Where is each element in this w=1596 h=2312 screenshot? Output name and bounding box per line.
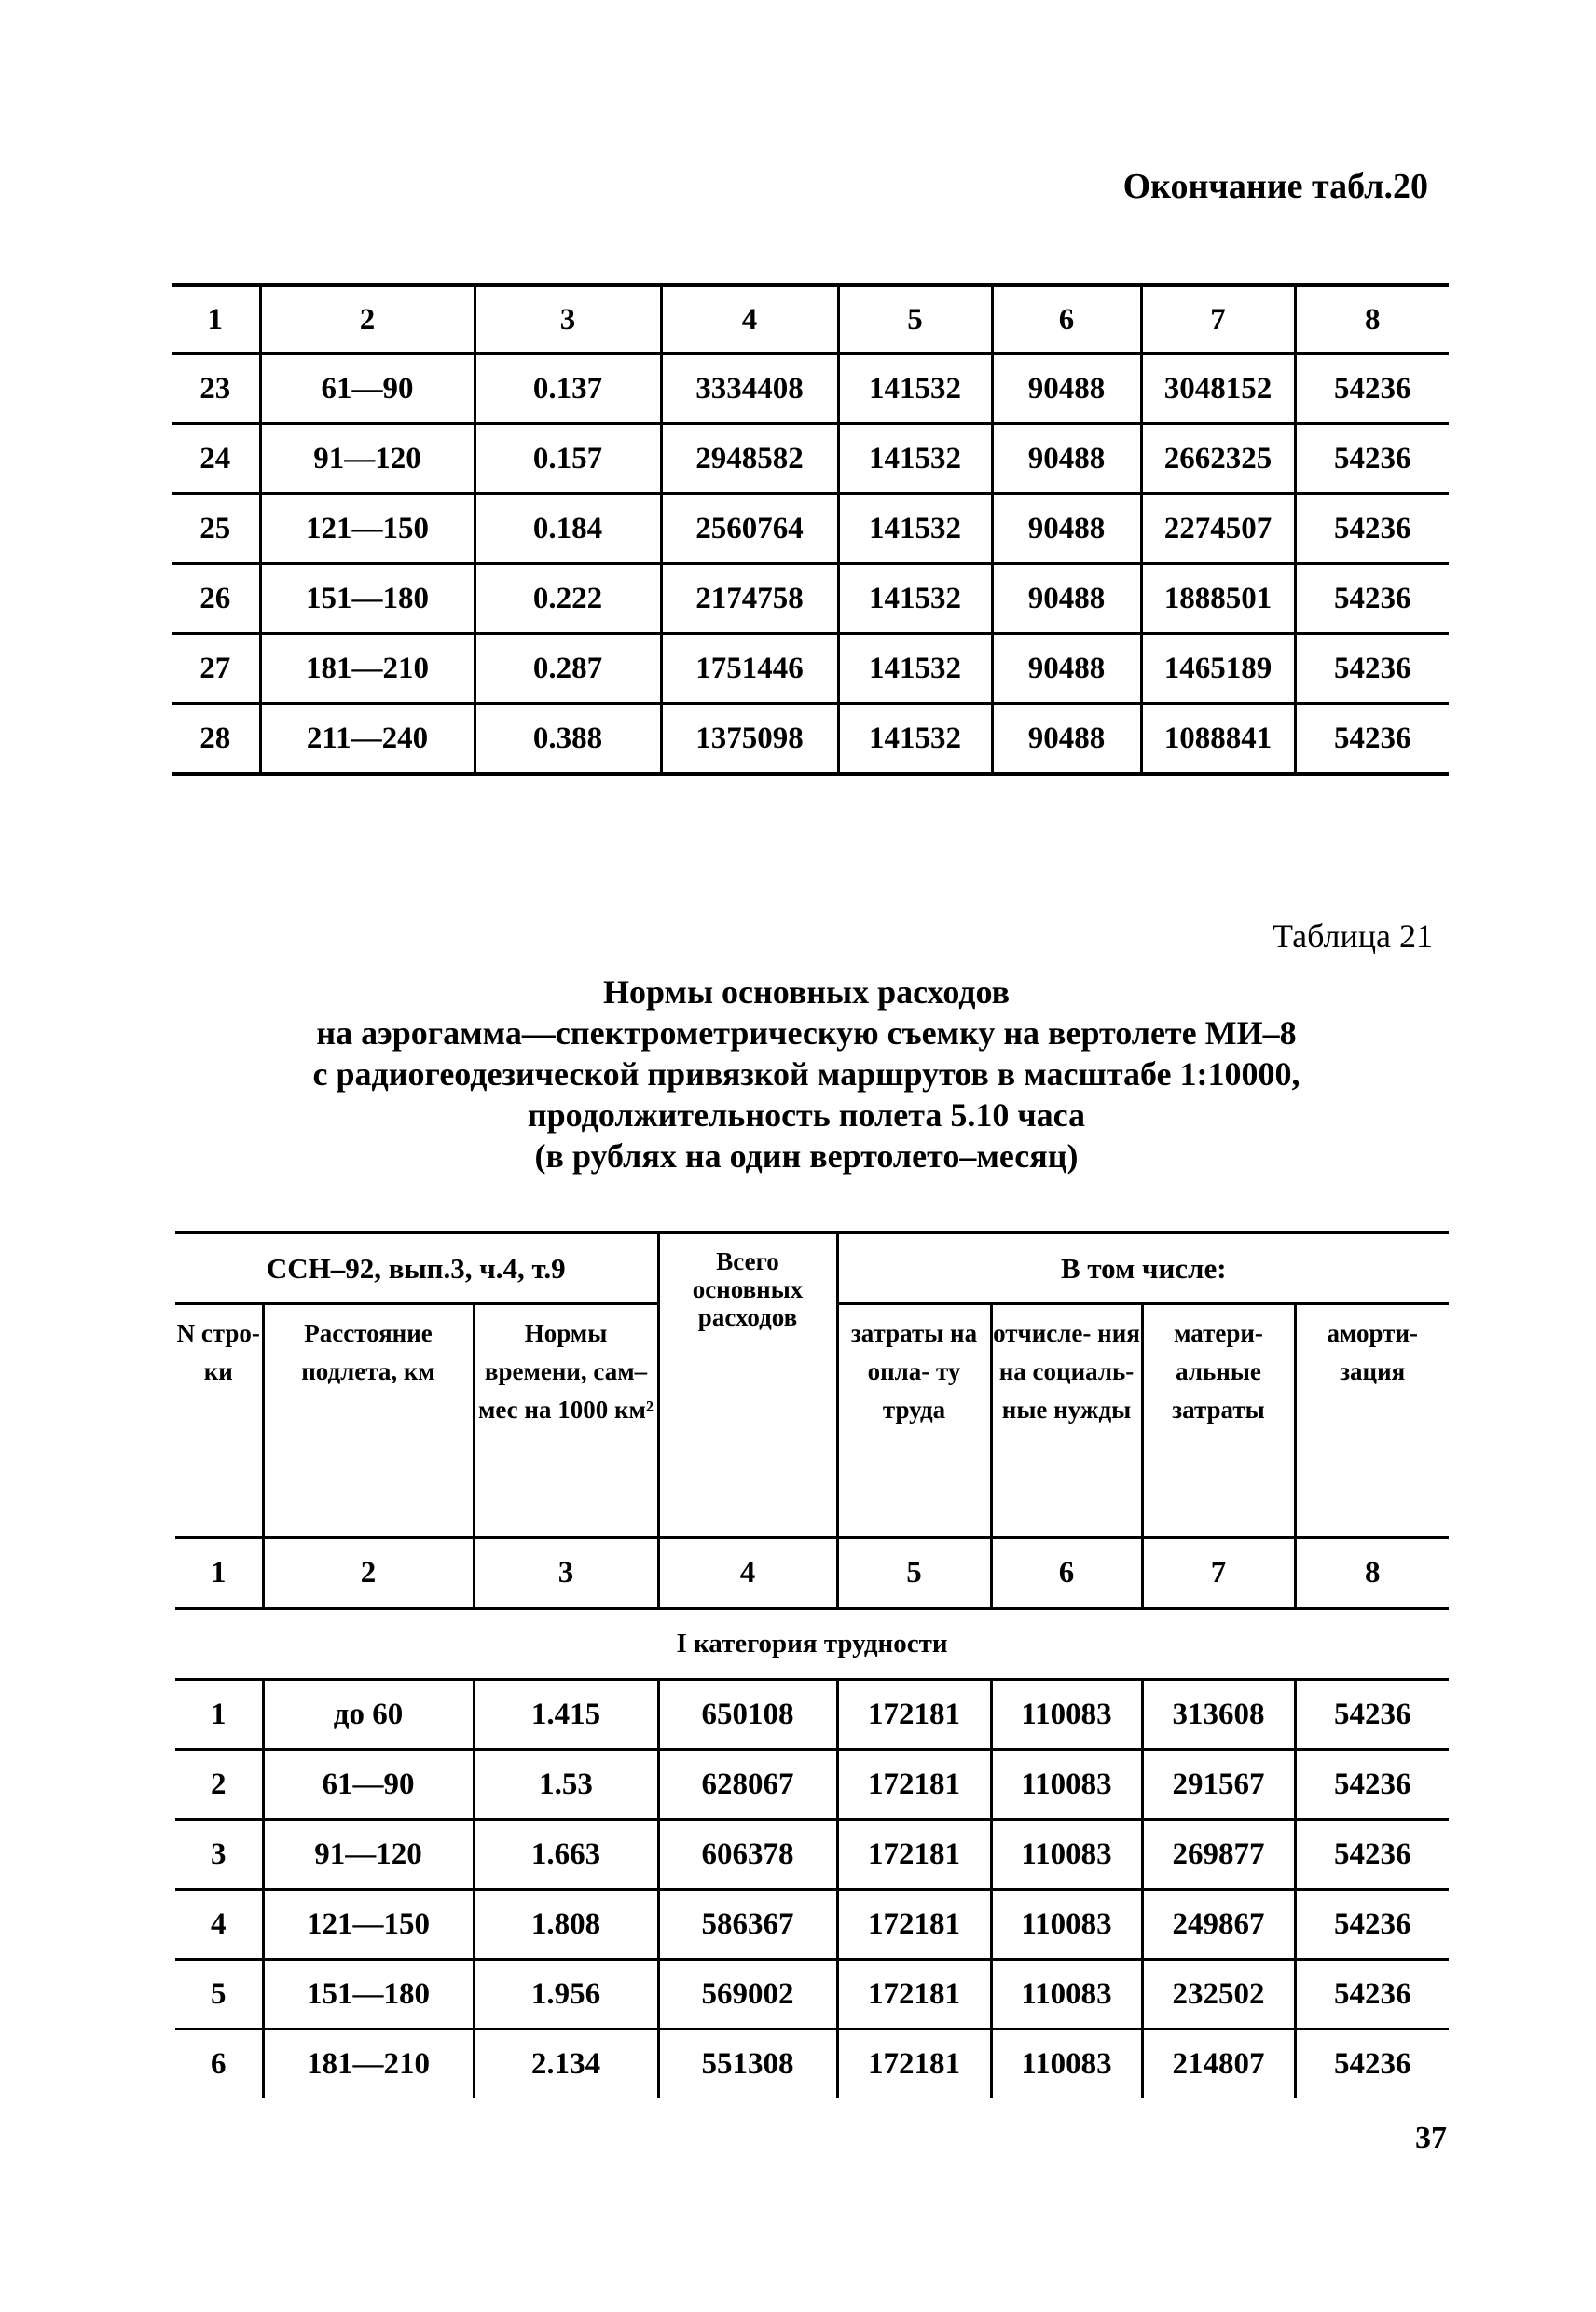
table-cell: 1.956 (474, 1960, 658, 2030)
table-cell: 0.157 (475, 424, 661, 494)
table-cell: 172181 (837, 2030, 991, 2099)
table-cell: 313608 (1142, 1680, 1295, 1750)
table-cell: до 60 (263, 1680, 474, 1750)
continuation-caption: Окончание табл.20 (1122, 167, 1428, 206)
table-row (172, 704, 1449, 775)
table-cell: 1088841 (1141, 704, 1295, 775)
table-row (172, 424, 1449, 494)
title-line: на аэрогамма—спектрометрическую съемку на вертолете МИ–8 (316, 1014, 1297, 1052)
table-cell: 1.53 (474, 1750, 658, 1820)
table-cell: 2560764 (661, 494, 838, 564)
table-cell: 551308 (658, 2030, 837, 2099)
header-number: 8 (1295, 1538, 1449, 1609)
table-cell: 5 (175, 1960, 263, 2030)
header-cell: 5 (838, 285, 992, 354)
col-time-norm-header: Нормы времени, сам–мес на 1000 км² (474, 1304, 658, 1538)
table-cell: 91—120 (260, 424, 475, 494)
title-line: с радиогеодезической привязкой маршрутов в масштабе 1:10000, (312, 1055, 1300, 1093)
table-cell: 6 (211, 2046, 227, 2081)
table-cell: 2274507 (1141, 494, 1295, 564)
table-cell: 172181 (837, 1890, 991, 1960)
table-cell: 61—90 (263, 1750, 474, 1820)
table-cell: 172181 (837, 1680, 991, 1750)
table-cell: 211—240 (260, 704, 475, 775)
table-cell: 4 (175, 1890, 263, 1960)
table-cell: 181—210 (263, 2030, 474, 2099)
table-cell: 2948582 (661, 424, 838, 494)
header-cell: 4 (661, 285, 838, 354)
header-cell: 3 (475, 285, 661, 354)
table-cell: 91—120 (263, 1820, 474, 1890)
table-cell: 90488 (992, 704, 1141, 775)
table-cell: 586367 (658, 1890, 837, 1960)
table-cell: 0.137 (475, 354, 661, 424)
table-cell: 172181 (837, 1820, 991, 1890)
table-cell: 54236 (1295, 564, 1449, 634)
table-cell: 141532 (838, 424, 992, 494)
table-cell: 269877 (1142, 1820, 1295, 1890)
table-cell: 2.134 (474, 2030, 658, 2099)
table-cell: 110083 (991, 1820, 1142, 1890)
table-cell: 141532 (838, 494, 992, 564)
table-cell: 141532 (838, 634, 992, 704)
table-cell: 54236 (1295, 424, 1449, 494)
table-row (172, 564, 1449, 634)
table-cell: 628067 (658, 1750, 837, 1820)
table-20-header-row (172, 285, 1449, 354)
table-cell: 214807 (1142, 2030, 1295, 2099)
table-cell: 1 (175, 1680, 263, 1750)
table-cell: 1375098 (661, 704, 838, 775)
table-cell: 1.808 (474, 1890, 658, 1960)
table-cell: 2174758 (661, 564, 838, 634)
table-cell: 90488 (992, 494, 1141, 564)
header-number: 7 (1142, 1538, 1295, 1609)
table-cell: 1.663 (474, 1820, 658, 1890)
table-cell: 3 (175, 1820, 263, 1890)
table-cell: 27 (172, 634, 260, 704)
table-cell: 54236 (1295, 634, 1449, 704)
col-depreciation-header: аморти- зация (1295, 1304, 1449, 1538)
table-row (172, 634, 1449, 704)
header-number: 2 (263, 1538, 474, 1609)
table-cell: 2 (175, 1750, 263, 1820)
title-line: продолжительность полета 5.10 часа (527, 1096, 1086, 1134)
header-cell: 8 (1295, 285, 1449, 354)
header-number: 5 (837, 1538, 991, 1609)
table-cell: 249867 (1142, 1890, 1295, 1960)
table-21-number-row (175, 1538, 1449, 1609)
header-cell: 7 (1141, 285, 1295, 354)
table-cell: 90488 (992, 564, 1141, 634)
table-21-label: Таблица 21 (1273, 917, 1433, 955)
category-row (175, 1609, 1449, 1680)
table-cell: 121—150 (263, 1890, 474, 1960)
header-number: 1 (175, 1538, 263, 1609)
table-cell: 23 (172, 354, 260, 424)
header-cell: 2 (260, 285, 475, 354)
table-cell: 0.287 (475, 634, 661, 704)
table-cell: 90488 (992, 424, 1141, 494)
table-cell: 54236 (1295, 1890, 1449, 1960)
table-cell: 0.184 (475, 494, 661, 564)
table-cell: 61—90 (260, 354, 475, 424)
ssn-header: ССН–92, вып.3, ч.4, т.9 (175, 1232, 658, 1304)
table-cell: 54236 (1295, 1960, 1449, 2030)
table-cell: 1888501 (1141, 564, 1295, 634)
table-cell: 650108 (658, 1680, 837, 1750)
title-line: Нормы основных расходов (602, 973, 1011, 1011)
table-cell: 181—210 (260, 634, 475, 704)
table-cell: 110083 (991, 1750, 1142, 1820)
table-cell: 141532 (838, 704, 992, 775)
table-cell: 0.388 (475, 704, 661, 775)
table-cell: 0.222 (475, 564, 661, 634)
table-cell: 569002 (658, 1960, 837, 2030)
table-cell: 1.415 (474, 1680, 658, 1750)
table-cell: 141532 (838, 564, 992, 634)
table-21-header-top (175, 1232, 1449, 1304)
table-cell: 110083 (991, 1960, 1142, 2030)
table-row (175, 1890, 1449, 1960)
table-cell: 25 (172, 494, 260, 564)
col-labor-header: затраты на опла- ту труда (837, 1304, 991, 1538)
header-number: 6 (991, 1538, 1142, 1609)
table-cell: 151—180 (260, 564, 475, 634)
table-cell: 121—150 (260, 494, 475, 564)
table-cell: 54236 (1295, 354, 1449, 424)
table-cell: 26 (172, 564, 260, 634)
table-cell: 2662325 (1141, 424, 1295, 494)
header-number: 3 (474, 1538, 658, 1609)
table-cell: 141532 (838, 354, 992, 424)
table-row (172, 494, 1449, 564)
col-distance-header: Расстояние подлета, км (263, 1304, 474, 1538)
table-row (175, 1750, 1449, 1820)
table-cell: 1465189 (1141, 634, 1295, 704)
table-cell: 172181 (837, 1960, 991, 2030)
total-header: Всего основных расходов (658, 1232, 837, 1538)
table-cell: 54236 (1295, 704, 1449, 775)
table-21-title (168, 971, 1445, 1177)
table-cell: 3048152 (1141, 354, 1295, 424)
header-cell: 6 (992, 285, 1141, 354)
table-cell: 54236 (1295, 494, 1449, 564)
col-row-number-header: N стро- ки (175, 1304, 263, 1538)
col-material-header: матери- альные затраты (1142, 1304, 1295, 1538)
table-cell: 3334408 (661, 354, 838, 424)
header-number: 4 (658, 1538, 837, 1609)
header-cell: 1 (172, 285, 260, 354)
page-number: 37 (1415, 2121, 1447, 2155)
table-21 (175, 1231, 1449, 2098)
table-cell: 110083 (991, 1680, 1142, 1750)
table-cell: 54236 (1295, 1680, 1449, 1750)
table-cell: 54236 (1295, 2030, 1449, 2099)
table-cell: 54236 (1295, 1820, 1449, 1890)
category-label: I категория трудности (175, 1609, 1449, 1680)
table-row (172, 354, 1449, 424)
table-cell: 90488 (992, 354, 1141, 424)
table-cell: 28 (200, 721, 231, 755)
title-line: (в рублях на один вертолето–месяц) (534, 1137, 1079, 1175)
including-header: В том числе: (837, 1232, 1449, 1304)
table-cell: 110083 (991, 2030, 1142, 2099)
table-cell: 1751446 (661, 634, 838, 704)
table-cell: 291567 (1142, 1750, 1295, 1820)
table-cell: 232502 (1142, 1960, 1295, 2030)
table-cell: 90488 (992, 634, 1141, 704)
table-20 (172, 283, 1449, 776)
table-cell: 110083 (991, 1890, 1142, 1960)
table-row (175, 2030, 1449, 2099)
table-row (175, 1820, 1449, 1890)
table-cell: 24 (172, 424, 260, 494)
table-row (175, 1680, 1449, 1750)
table-cell: 54236 (1295, 1750, 1449, 1820)
table-row (175, 1960, 1449, 2030)
table-cell: 151—180 (263, 1960, 474, 2030)
table-cell: 172181 (837, 1750, 991, 1820)
col-social-header: отчисле- ния на социаль- ные нужды (991, 1304, 1142, 1538)
table-cell: 606378 (658, 1820, 837, 1890)
